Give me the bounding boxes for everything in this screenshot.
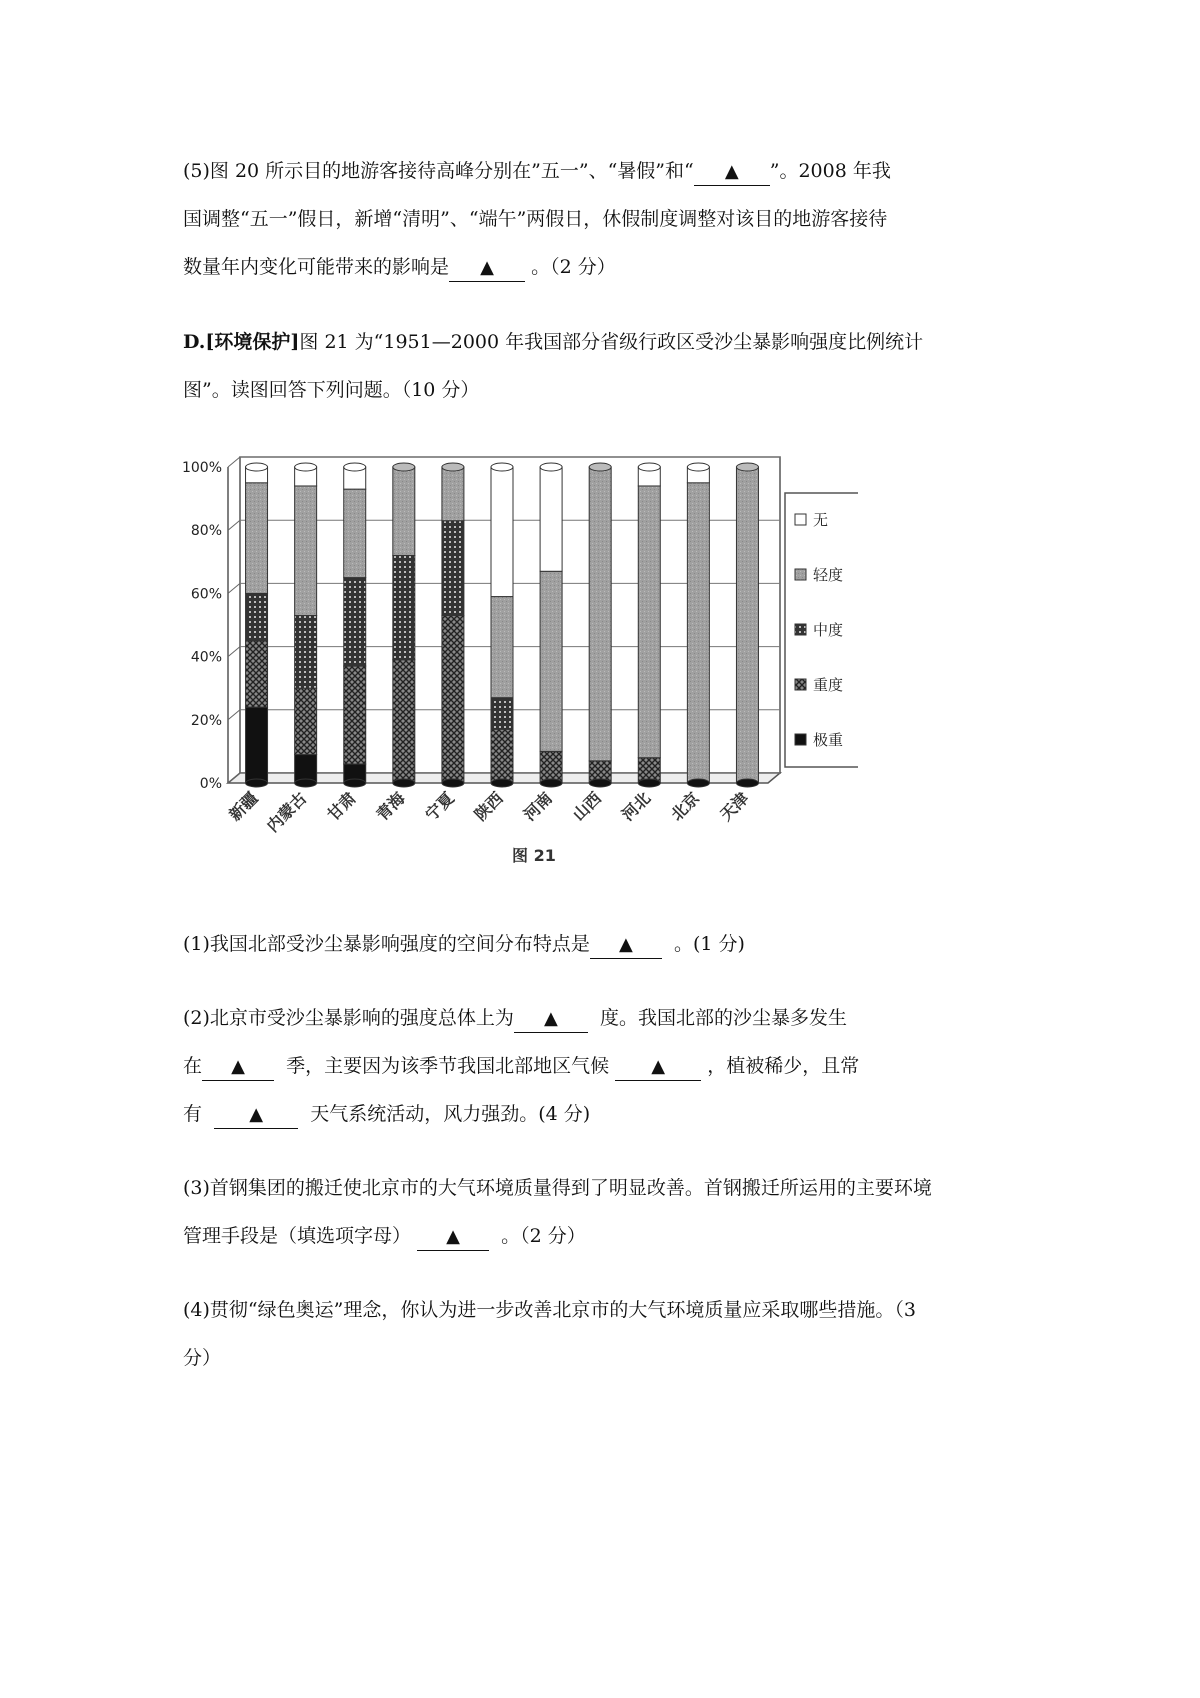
bar-top	[736, 463, 758, 471]
q2-l2c: ，植被稀少，且常	[707, 1055, 860, 1077]
answer-blank[interactable]	[214, 1101, 298, 1129]
legend-swatch	[795, 734, 806, 745]
grid-diag	[228, 583, 240, 593]
bar-segment-轻度	[246, 483, 268, 594]
bar-segment-重度	[393, 660, 415, 783]
question-3	[183, 1164, 1033, 1260]
q4-l1: (4)贯彻“绿色奥运”理念，你认为进一步改善北京市的大气环境质量应采取哪些措施。（3	[183, 1299, 916, 1321]
x-tick-label: 青海	[372, 788, 409, 825]
grid-diag	[228, 457, 240, 467]
answer-blank[interactable]	[694, 158, 770, 186]
x-axis-labels	[225, 788, 753, 836]
bar-segment-极重	[246, 707, 268, 783]
y-tick-label: 80%	[190, 523, 222, 540]
bar-segment-轻度	[638, 486, 660, 758]
answer-blank[interactable]	[590, 931, 662, 959]
bar-segment-中度	[442, 521, 464, 616]
grid-diag	[228, 710, 240, 720]
bar-base	[736, 779, 758, 787]
bar-base	[246, 779, 268, 787]
question-4	[183, 1286, 1033, 1382]
answer-blank[interactable]	[202, 1053, 274, 1081]
x-tick-label: 陕西	[470, 788, 507, 825]
legend-swatch	[795, 569, 806, 580]
triangle-marker: ▲	[231, 1056, 245, 1077]
bar-top	[638, 463, 660, 471]
bar-top	[295, 463, 317, 471]
q2-l2b: 季，主要因为该季节我国北部地区气候	[286, 1055, 610, 1077]
triangle-marker: ▲	[480, 257, 494, 278]
q5-part2: ”。2008 年我	[769, 160, 891, 182]
bar-top	[246, 463, 268, 471]
legend-label: 极重	[813, 731, 844, 749]
y-tick-label: 0%	[199, 776, 222, 792]
q1-end: 。(1 分)	[674, 933, 745, 955]
triangle-marker: ▲	[619, 934, 633, 955]
section-d-text1: 图 21 为“1951—2000 年我国部分省级行政区受沙尘暴影响强度比例统计	[299, 331, 924, 353]
bar-segment-重度	[246, 641, 268, 707]
bar-segment-中度	[491, 698, 513, 730]
legend-label: 轻度	[813, 566, 844, 584]
bar-segment-轻度	[295, 486, 317, 616]
x-tick-label: 甘肃	[323, 788, 360, 825]
triangle-marker: ▲	[651, 1056, 666, 1077]
q5-line2: 国调整“五一”假日，新增“清明”、“端午”两假日，休假制度调整对该目的地游客接待	[183, 208, 888, 230]
bar-segment-重度	[491, 729, 513, 783]
question-1	[183, 920, 1033, 968]
bar-segment-重度	[442, 616, 464, 783]
bar-segment-重度	[344, 666, 366, 764]
x-tick-label: 河北	[618, 788, 655, 825]
bar-top	[589, 463, 611, 471]
bar-base	[638, 779, 660, 787]
legend-swatch	[795, 679, 806, 690]
grid-diag	[228, 520, 240, 530]
bar-segment-中度	[393, 555, 415, 659]
legend	[785, 493, 858, 767]
bar-top	[442, 463, 464, 471]
x-tick-label: 北京	[667, 788, 704, 825]
legend-label: 重度	[813, 676, 844, 694]
bar-segment-无	[540, 467, 562, 571]
bar-segment-无	[491, 467, 513, 597]
q2-l3a: 有	[183, 1103, 203, 1125]
bar-base	[442, 779, 464, 787]
q2-l1b: 度。我国北部的沙尘暴多发生	[600, 1007, 848, 1029]
bar-top	[687, 463, 709, 471]
y-tick-label: 60%	[190, 586, 222, 603]
bars	[246, 463, 759, 787]
bar-segment-中度	[344, 578, 366, 666]
grid-diag	[228, 647, 240, 657]
x-tick-label: 宁夏	[421, 788, 458, 825]
x-tick-label: 内蒙古	[263, 788, 311, 836]
q2-l2a: 在	[183, 1055, 203, 1077]
bar-segment-轻度	[344, 489, 366, 577]
bar-base	[540, 779, 562, 787]
bar-segment-轻度	[736, 467, 758, 783]
y-tick-label: 100%	[181, 460, 222, 476]
answer-blank[interactable]	[514, 1005, 588, 1033]
bar-segment-重度	[295, 688, 317, 754]
answer-blank[interactable]	[449, 254, 525, 282]
legend-swatch	[795, 514, 806, 525]
bar-segment-中度	[246, 593, 268, 640]
bar-segment-轻度	[393, 467, 415, 555]
q4-l2: 分）	[183, 1347, 222, 1369]
question-2	[183, 994, 1033, 1138]
bar-base	[295, 779, 317, 787]
triangle-marker: ▲	[249, 1104, 264, 1125]
section-d-intro	[183, 318, 1033, 414]
bar-segment-轻度	[687, 483, 709, 783]
q1-text: (1)我国北部受沙尘暴影响强度的空间分布特点是	[183, 933, 590, 955]
section-d-text2: 图”。读图回答下列问题。（10 分）	[183, 379, 480, 401]
q3-l2a: 管理手段是（填选项字母）	[183, 1225, 412, 1247]
bar-segment-轻度	[491, 597, 513, 698]
q3-l2b: 。（2 分）	[501, 1225, 586, 1247]
bar-segment-轻度	[589, 467, 611, 761]
x-tick-label: 山西	[568, 788, 606, 825]
bar-segment-中度	[295, 616, 317, 689]
q5-line3b: 。（2 分）	[531, 256, 616, 278]
bar-segment-轻度	[540, 571, 562, 751]
bar-top	[491, 463, 513, 471]
q2-l1a: (2)北京市受沙尘暴影响的强度总体上为	[183, 1007, 514, 1029]
bar-segment-轻度	[442, 467, 464, 521]
figure-caption: 图 21	[512, 846, 556, 865]
x-tick-label: 天津	[716, 788, 753, 825]
y-tick-label: 20%	[190, 712, 222, 729]
bar-base	[393, 779, 415, 787]
bar-segment-重度	[540, 751, 562, 783]
triangle-marker: ▲	[446, 1226, 460, 1247]
bar-base	[344, 779, 366, 787]
question-5	[183, 147, 1033, 291]
answer-blank[interactable]	[615, 1053, 701, 1081]
legend-label: 中度	[813, 621, 844, 639]
triangle-marker: ▲	[544, 1008, 558, 1029]
bar-top	[540, 463, 562, 471]
y-axis-ticks	[182, 460, 222, 792]
x-tick-label: 河南	[519, 788, 556, 825]
q3-l1: (3)首钢集团的搬迁使北京市的大气环境质量得到了明显改善。首钢搬迁所运用的主要环境	[183, 1177, 932, 1199]
bar-base	[491, 779, 513, 787]
section-d-label: D.	[183, 331, 206, 353]
q5-part1: (5)图 20 所示目的地游客接待高峰分别在”五一”、“暑假”和“	[183, 160, 694, 182]
section-d-topic: [环境保护]	[205, 331, 300, 353]
answer-blank[interactable]	[417, 1223, 489, 1251]
legend-swatch	[795, 624, 806, 635]
legend-label: 无	[813, 511, 829, 529]
bar-base	[687, 779, 709, 787]
bar-base	[589, 779, 611, 787]
q2-l3b: 天气系统活动，风力强劲。(4 分)	[310, 1103, 591, 1125]
bar-top	[344, 463, 366, 471]
triangle-marker: ▲	[724, 161, 739, 182]
stacked-bar-chart	[178, 445, 858, 840]
q5-line3a: 数量年内变化可能带来的影响是	[183, 256, 450, 278]
x-tick-label: 新疆	[225, 788, 262, 825]
bar-top	[393, 463, 415, 471]
y-tick-label: 40%	[190, 649, 222, 666]
